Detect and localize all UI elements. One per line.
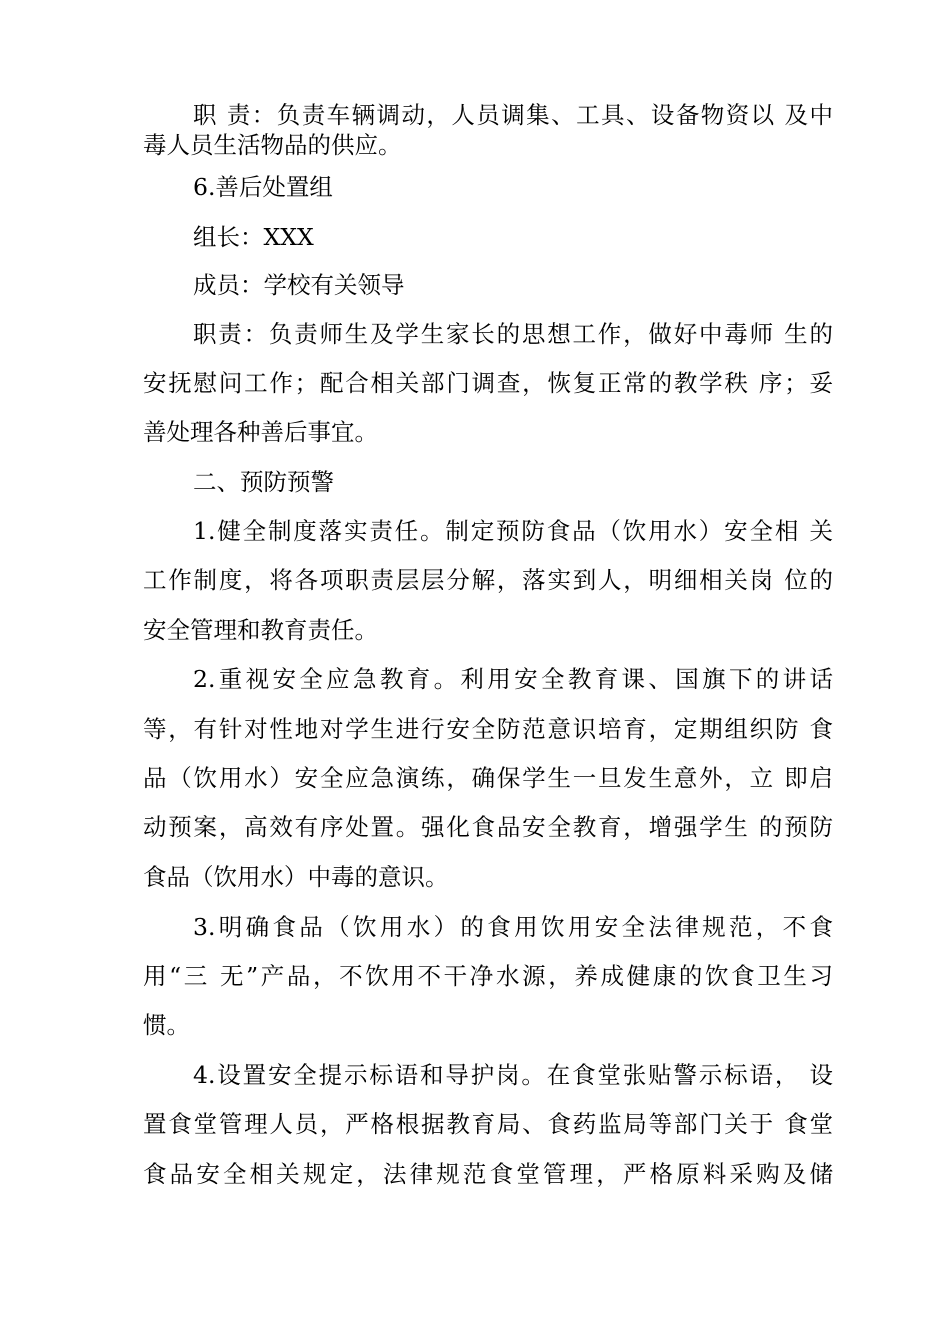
paragraph-line: 食品（饮用水）中毒的意识。: [143, 863, 449, 891]
paragraph-line: 职 责：负责车辆调动，人员调集、工具、设备物资以 及中: [193, 101, 833, 129]
section-heading: 二、预防预警: [193, 468, 334, 496]
paragraph-line: 3.明确食品（饮用水）的食用饮用安全法律规范，不食: [193, 913, 833, 941]
paragraph-line: 等，有针对性地对学生进行安全防范意识培育，定期组织防 食: [143, 715, 833, 743]
paragraph-line: 1.健全制度落实责任。制定预防食品（饮用水）安全相 关: [193, 517, 833, 545]
paragraph-line: 成员：学校有关领导: [193, 271, 405, 299]
paragraph-line: 动预案，高效有序处置。强化食品安全教育，增强学生 的预防: [143, 813, 833, 841]
paragraph-line: 毒人员生活物品的供应。: [143, 131, 402, 159]
paragraph-line: 惯。: [143, 1011, 190, 1039]
paragraph-line: 用“三 无”产品，不饮用不干净水源，养成健康的饮食卫生习: [143, 962, 833, 990]
paragraph-line: 组长：XXX: [193, 223, 314, 251]
paragraph-line: 安全管理和教育责任。: [143, 616, 378, 644]
paragraph-line: 4.设置安全提示标语和导护岗。在食堂张贴警示标语， 设: [193, 1061, 833, 1089]
paragraph-line: 品（饮用水）安全应急演练，确保学生一旦发生意外，立 即启: [143, 764, 833, 792]
paragraph-line: 2.重视安全应急教育。利用安全教育课、国旗下的讲话: [193, 665, 833, 693]
paragraph-line: 善处理各种善后事宜。: [143, 418, 378, 446]
paragraph-line: 职责：负责师生及学生家长的思想工作，做好中毒师 生的: [193, 320, 833, 348]
paragraph-line: 置食堂管理人员，严格根据教育局、食药监局等部门关于 食堂: [143, 1110, 833, 1138]
paragraph-line: 食品安全相关规定，法律规范食堂管理，严格原料采购及储: [143, 1160, 833, 1188]
paragraph-line: 工作制度，将各项职责层层分解，落实到人，明细相关岗 位的: [143, 566, 833, 594]
section-heading: 6.善后处置组: [193, 173, 333, 201]
paragraph-line: 安抚慰问工作；配合相关部门调查，恢复正常的教学秩 序；妥: [143, 369, 833, 397]
